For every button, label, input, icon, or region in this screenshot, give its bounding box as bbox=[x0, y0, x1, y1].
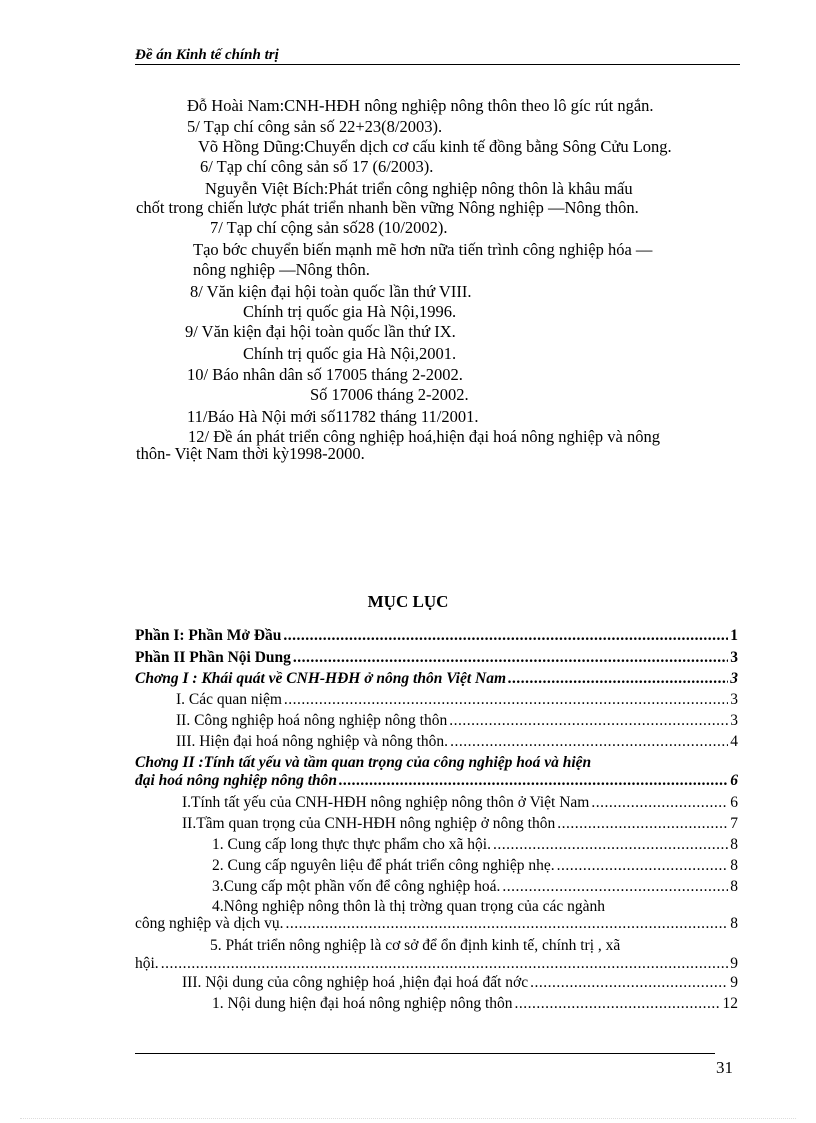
toc-leader bbox=[493, 836, 728, 853]
header-rule bbox=[135, 64, 740, 65]
toc-entry-title: III. Hiện đại hoá nông nghiệp và nông thôn. bbox=[176, 733, 449, 750]
toc-entry[interactable] bbox=[135, 627, 738, 644]
page-bottom-border bbox=[20, 1118, 796, 1119]
toc-entry[interactable] bbox=[176, 712, 738, 729]
toc-entry-page: 3 bbox=[730, 670, 738, 687]
reference-line: Tạo bớc chuyển biến mạnh mẽ hơn nữa tiến trình công nghiệp hóa — bbox=[193, 240, 653, 259]
toc-entry-page: 12 bbox=[722, 995, 738, 1012]
toc-entry[interactable] bbox=[135, 915, 738, 932]
reference-line: 7/ Tạp chí cộng sản số28 (10/2002). bbox=[210, 218, 448, 237]
reference-line: Võ Hồng Dũng:Chuyển dịch cơ cấu kinh tế đồng bằng Sông Cửu Long. bbox=[198, 137, 672, 156]
toc-entry[interactable] bbox=[212, 898, 738, 915]
toc-entry[interactable] bbox=[135, 670, 738, 687]
toc-entry-title: 1. Nội dung hiện đại hoá nông nghiệp nông thôn bbox=[212, 995, 513, 1012]
page-number: 31 bbox=[716, 1058, 733, 1077]
toc-entry-page: 4 bbox=[730, 733, 738, 750]
toc-entry-title: hội. bbox=[135, 955, 159, 972]
toc-leader bbox=[515, 995, 721, 1012]
toc-entry[interactable] bbox=[210, 937, 738, 954]
toc-leader bbox=[283, 627, 728, 644]
toc-entry-title: II.Tầm quan trọng của CNH-HĐH nông nghiệp ở nông thôn bbox=[182, 815, 556, 832]
toc-entry[interactable] bbox=[212, 995, 738, 1012]
reference-line: 8/ Văn kiện đại hội toàn quốc lần thứ VIII. bbox=[190, 282, 472, 301]
reference-line: 9/ Văn kiện đại hội toàn quốc lần thứ IX. bbox=[185, 322, 456, 341]
toc-leader bbox=[502, 878, 728, 895]
reference-line: 11/Báo Hà Nội mới số11782 tháng 11/2001. bbox=[187, 407, 479, 426]
reference-line: chốt trong chiến lược phát triển nhanh bền vững Nông nghiệp —Nông thôn. bbox=[136, 198, 639, 217]
reference-line: 5/ Tạp chí công sản số 22+23(8/2003). bbox=[187, 117, 443, 136]
toc-entry-page: 8 bbox=[730, 915, 738, 932]
toc-entry[interactable] bbox=[135, 955, 738, 972]
toc-entry[interactable] bbox=[176, 733, 738, 750]
reference-line: Chính trị quốc gia Hà Nội,2001. bbox=[243, 344, 457, 363]
toc-leader bbox=[284, 691, 728, 708]
reference-line: Số 17006 tháng 2-2002. bbox=[310, 385, 469, 404]
header-title: Đề án Kinh tế chính trị bbox=[135, 47, 279, 63]
toc-entry-title: Chơng II :Tính tất yếu và tầm quan trọng của công nghiệp hoá và hiện bbox=[135, 754, 592, 771]
toc-leader bbox=[286, 915, 729, 932]
toc-entry-page: 6 bbox=[730, 772, 738, 789]
toc-leader bbox=[508, 670, 728, 687]
toc-entry-page: 6 bbox=[730, 794, 738, 811]
toc-entry[interactable] bbox=[212, 878, 738, 895]
toc-leader bbox=[450, 733, 728, 750]
toc-entry-page: 3 bbox=[730, 649, 738, 666]
reference-line: thôn- Việt Nam thời kỳ1998-2000. bbox=[136, 444, 365, 463]
toc-entry[interactable] bbox=[212, 836, 738, 853]
toc-entry-title: Phần II Phần Nội Dung bbox=[135, 649, 291, 666]
toc-entry-page: 8 bbox=[730, 836, 738, 853]
toc-entry-page: 3 bbox=[730, 691, 738, 708]
toc-entry-page: 1 bbox=[730, 627, 738, 644]
toc-entry[interactable] bbox=[135, 772, 738, 789]
toc-leader bbox=[557, 815, 728, 832]
toc-entry-title: Chơng I : Khái quát về CNH-HĐH ở nông thôn Việt Nam bbox=[135, 670, 507, 687]
toc-entry-title: 4.Nông nghiệp nông thôn là thị trờng quan trọng của các ngành bbox=[212, 898, 606, 915]
toc-entry[interactable] bbox=[176, 691, 738, 708]
toc-leader bbox=[161, 955, 729, 972]
toc-heading: MỤC LỤC bbox=[367, 592, 449, 611]
toc-leader bbox=[449, 712, 728, 729]
reference-line: Nguyễn Việt Bích:Phát triển công nghiệp nông thôn là khâu mấu bbox=[205, 179, 633, 198]
toc-entry-title: công nghiệp và dịch vụ. bbox=[135, 915, 284, 932]
toc-entry-title: Phần I: Phần Mở Đầu bbox=[135, 627, 282, 644]
reference-line: nông nghiệp —Nông thôn. bbox=[193, 260, 370, 279]
toc-entry[interactable] bbox=[182, 974, 738, 991]
reference-line: 6/ Tạp chí công sản số 17 (6/2003). bbox=[200, 157, 434, 176]
toc-entry[interactable] bbox=[135, 649, 738, 666]
toc-entry-title: 5. Phát triển nông nghiệp là cơ sở để ổn định kinh tế, chính trị , xã bbox=[210, 937, 621, 954]
toc-entry-title: I. Các quan niệm bbox=[176, 691, 282, 708]
toc-entry-page: 3 bbox=[730, 712, 738, 729]
toc-entry-title: III. Nội dung của công nghiệp hoá ,hiện đại hoá đất nớc bbox=[182, 974, 529, 991]
toc-entry-page: 8 bbox=[730, 857, 738, 874]
toc-entry-title: 3.Cung cấp một phần vốn để công nghiệp hoá. bbox=[212, 878, 501, 895]
toc-entry-title: 1. Cung cấp long thực thực phẩm cho xã hội. bbox=[212, 836, 491, 853]
reference-line: Chính trị quốc gia Hà Nội,1996. bbox=[243, 302, 457, 321]
toc-leader bbox=[293, 649, 728, 666]
toc-entry[interactable] bbox=[135, 754, 738, 771]
toc-leader bbox=[557, 857, 729, 874]
toc-entry-page: 7 bbox=[730, 815, 738, 832]
toc-entry-page: 9 bbox=[730, 974, 738, 991]
toc-entry[interactable] bbox=[212, 857, 738, 874]
reference-line: 10/ Báo nhân dân số 17005 tháng 2-2002. bbox=[187, 365, 463, 384]
toc-entry-title: đại hoá nông nghiệp nông thôn bbox=[135, 772, 338, 789]
footer-rule bbox=[135, 1053, 715, 1054]
toc-entry-page: 8 bbox=[730, 878, 738, 895]
toc-entry-title: II. Công nghiệp hoá nông nghiệp nông thôn bbox=[176, 712, 448, 729]
toc-leader bbox=[339, 772, 728, 789]
toc-entry-title: I.Tính tất yếu của CNH-HĐH nông nghiệp nông thôn ở Việt Nam bbox=[182, 794, 590, 811]
toc-entry[interactable] bbox=[182, 815, 738, 832]
toc-leader bbox=[530, 974, 728, 991]
reference-line: 12/ Đề án phát triển công nghiệp hoá,hiện đại hoá nông nghiệp và nông bbox=[188, 427, 660, 446]
toc-entry[interactable] bbox=[182, 794, 738, 811]
toc-leader bbox=[591, 794, 728, 811]
toc-entry-page: 9 bbox=[730, 955, 738, 972]
reference-line: Đỗ Hoài Nam:CNH-HĐH nông nghiệp nông thôn theo lô gíc rút ngắn. bbox=[187, 96, 654, 115]
toc-entry-title: 2. Cung cấp nguyên liệu để phát triển công nghiệp nhẹ. bbox=[212, 857, 555, 874]
